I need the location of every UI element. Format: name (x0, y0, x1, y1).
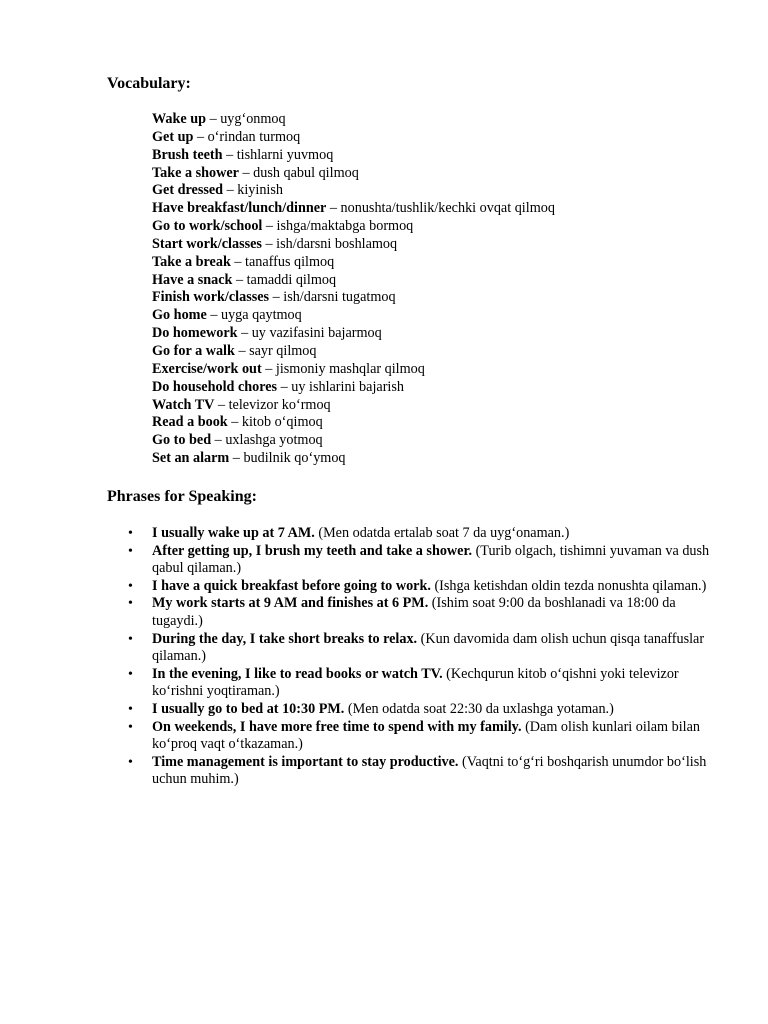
vocab-translation: – tanaffus qilmoq (230, 253, 335, 270)
vocab-term: Go for a walk (152, 342, 235, 359)
phrase-translation: (Kechqurun kitob o‘qishni yoki televizor ko‘rishni yoqtiraman.) (152, 665, 679, 700)
vocab-term: Get up (152, 128, 194, 145)
vocab-translation: – kiyinish (223, 182, 283, 199)
phrase-item (0, 595, 717, 630)
vocab-translation: – uy vazifasini bajarmoq (237, 325, 382, 342)
vocab-translation: – o‘rindan turmoq (193, 128, 301, 145)
phrase-item (0, 754, 717, 789)
vocab-entry (152, 414, 323, 432)
vocab-entry (152, 325, 382, 343)
vocab-term: Have a snack (152, 271, 233, 288)
bullet-icon: • (128, 631, 133, 647)
vocab-translation: – uyga qaytmoq (206, 307, 302, 324)
vocab-term: Set an alarm (152, 450, 230, 467)
phrase-item (0, 578, 717, 596)
vocab-translation: – sayr qilmoq (234, 342, 317, 359)
vocab-term: Wake up (152, 111, 207, 127)
vocab-term: Take a shower (152, 164, 239, 181)
vocab-term: Go to work/school (152, 218, 263, 235)
vocab-entry (152, 200, 555, 218)
phrase-english: On weekends, I have more free time to spend with my family. (152, 718, 522, 735)
phrase-translation: (Ishim soat 9:00 da boshlanadi va 18:00 da tugaydi.) (152, 595, 676, 629)
bullet-icon: • (128, 543, 133, 559)
vocab-term: Brush teeth (152, 146, 223, 163)
bullet-icon: • (128, 754, 133, 770)
vocab-translation: – nonushta/tushlik/kechki ovqat qilmoq (326, 200, 555, 217)
bullet-icon: • (128, 719, 133, 735)
vocab-translation: – dush qabul qilmoq (238, 164, 359, 181)
vocab-entry (152, 147, 333, 165)
vocab-entry (152, 432, 323, 450)
vocab-term: Take a break (152, 253, 231, 270)
bullet-icon: • (128, 596, 133, 612)
vocab-translation: – tishlarni yuvmoq (222, 146, 334, 163)
phrase-translation: (Kun davomida dam olish uchun qisqa tanaffuslar qilaman.) (152, 630, 705, 665)
vocab-translation: – ishga/maktabga bormoq (262, 218, 414, 235)
phrase-english: After getting up, I brush my teeth and take a shower. (152, 542, 473, 559)
vocabulary-heading: Vocabulary: (107, 75, 191, 92)
vocab-entry (152, 397, 331, 415)
vocab-entry (152, 111, 286, 129)
vocab-translation: – uxlashga yotmoq (211, 432, 323, 449)
vocab-entry (152, 218, 413, 236)
vocab-term: Watch TV (152, 396, 215, 413)
vocab-entry (152, 450, 346, 468)
vocab-translation: – ish/darsni boshlamoq (261, 235, 398, 252)
phrase-item (0, 631, 717, 666)
bullet-icon: • (128, 578, 133, 594)
phrase-english: Time management is important to stay productive. (152, 753, 459, 770)
phrase-translation: (Dam olish kunlari oilam bilan ko‘proq vaqt o‘tkazaman.) (152, 718, 701, 753)
vocab-entry (152, 254, 334, 272)
phrase-translation: (Vaqtni to‘g‘ri boshqarish unumdor bo‘lish uchun muhim.) (152, 753, 707, 788)
vocab-entry (152, 343, 316, 361)
vocab-translation: – televizor ko‘rmoq (214, 396, 331, 413)
phrase-translation: (Men odatda soat 22:30 da uxlashga yotaman.) (344, 700, 614, 717)
vocab-term: Finish work/classes (152, 289, 270, 306)
phrase-item (0, 701, 717, 719)
phrase-item (0, 543, 717, 578)
phrase-english: In the evening, I like to read books or watch TV. (152, 665, 443, 682)
vocab-translation: – tamaddi qilmoq (232, 271, 337, 288)
phrase-english: I usually go to bed at 10:30 PM. (152, 700, 345, 717)
phrase-english: I usually wake up at 7 AM. (152, 525, 315, 541)
vocab-entry (152, 272, 336, 290)
vocab-term: Do household chores (152, 378, 278, 395)
vocab-entry (152, 182, 283, 200)
vocab-term: Get dressed (152, 182, 224, 199)
vocab-entry (152, 165, 359, 183)
vocab-term: Go home (152, 307, 207, 324)
bullet-icon: • (128, 526, 133, 541)
phrase-item (0, 719, 717, 754)
phrase-item (0, 666, 717, 701)
vocab-term: Read a book (152, 414, 228, 431)
vocab-translation: – ish/darsni tugatmoq (269, 289, 396, 306)
vocab-entry (152, 307, 302, 325)
vocab-entry (152, 361, 425, 379)
phrase-translation: (Turib olgach, tishimni yuvaman va dush qabul qilaman.) (152, 542, 710, 577)
vocab-translation: – budilnik qo‘ymoq (229, 450, 346, 467)
bullet-icon: • (128, 701, 133, 717)
vocab-translation: – uy ishlarini bajarish (277, 378, 404, 395)
vocab-entry (152, 289, 396, 307)
bullet-icon: • (128, 666, 133, 682)
vocab-entry (152, 236, 397, 254)
vocab-translation: – jismoniy mashqlar qilmoq (261, 360, 425, 377)
phrase-translation: (Ishga ketishdan oldin tezda nonushta qilaman.) (430, 577, 707, 594)
vocab-entry (152, 129, 300, 147)
vocab-entry (152, 379, 404, 397)
vocab-term: Exercise/work out (152, 360, 262, 377)
vocab-translation: – uyg‘onmoq (206, 111, 286, 127)
vocab-translation: – kitob o‘qimoq (227, 414, 323, 431)
vocab-term: Have breakfast/lunch/dinner (152, 200, 327, 217)
vocab-term: Go to bed (152, 432, 212, 449)
vocab-term: Start work/classes (152, 235, 262, 252)
phrase-english: My work starts at 9 AM and finishes at 6 PM. (152, 595, 429, 612)
phrase-translation: (Men odatda ertalab soat 7 da uyg‘onaman.) (314, 525, 570, 541)
phrase-item (0, 525, 717, 543)
phrases-list (0, 525, 768, 789)
phrase-english: I have a quick breakfast before going to work. (152, 577, 431, 594)
phrases-heading: Phrases for Speaking: (107, 488, 257, 505)
phrase-english: During the day, I take short breaks to relax. (152, 630, 418, 647)
vocab-term: Do homework (152, 325, 238, 342)
